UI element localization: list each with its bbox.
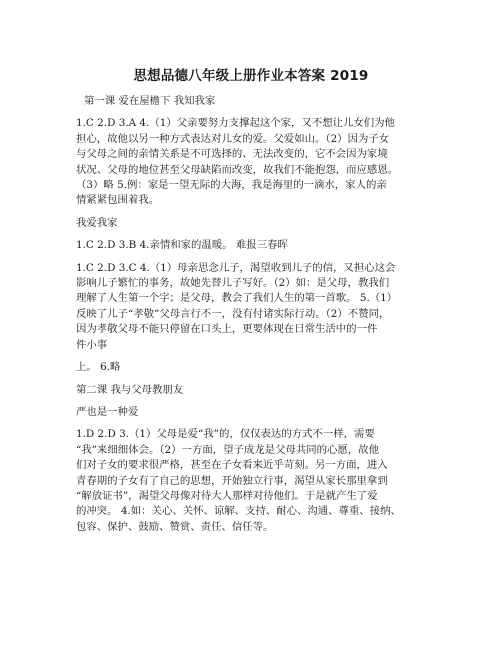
text-line: “我”来细细体会。（2）一方面，望子成龙是父母共同的心愿，故他 [76,443,379,456]
paragraph [76,405,446,420]
text-line: 状况、父母的地位甚至父母缺陷而改变，故我们不能抱怨，而应感恩。 [76,163,399,176]
text-line: 1.C 2.D 3.B 4.亲情和家的温暖。 难报三春晖 [76,239,288,252]
paragraph [76,261,446,353]
text-line: 们对子女的要求很严格，甚至在子女看来近乎苛刻。另一方面，进入 [76,459,388,472]
text-line: 情紧紧包围着我。 [76,194,160,207]
paragraph [76,360,446,375]
text-line: 反映了儿子“孝敬”父母言行不一，没有付诸实际行动。（2）不赞同， [76,307,390,320]
text-line: 1.C 2.D 3.A 4.（1）父亲要努力支撑起这个家，又不想让儿女们为他 [76,117,395,130]
text-line: （3）略 5.例：家是一望无际的大海，我是海里的一滴水，家人的亲 [76,179,387,192]
text-line: 第二课 我与父母教朋友 [76,383,184,396]
text-line: “解放证书”，渴望父母像对待大人那样对待他们。于是就产生了爱 [76,489,378,502]
paragraph [76,383,446,398]
text-line: 我爱我家 [76,216,118,229]
text-line: 的冲突。 4.如：关心、关怀、谅解、支持、耐心、沟通、尊重、接纳、 [76,505,401,518]
text-line: 严也是一种爱 [76,405,139,418]
lesson-heading [76,94,446,109]
text-line: 件小事 [76,338,108,351]
document-title: 思想品德八年级上册作业本答案 2019 [133,68,369,84]
text-line: 理解了人生第一个字；是父母，教会了我们人生的第一首歌。 5.（1） [76,292,398,305]
text-line: 1.D 2.D 3.（1）父母是爱“我”的，仅仅表达的方式不一样，需要 [76,428,375,441]
paragraph [76,116,446,208]
text-line: 影响儿子繁忙的事务，故她先替儿子写好。（2）如：是父母，教我们 [76,277,390,290]
paragraph [76,238,446,253]
text-line: 上。 6.略 [76,361,121,374]
paragraph [76,216,446,231]
text-line: 包容、保护、鼓励、赞赏、责任、信任等。 [76,520,274,533]
text-line: 因为孝敬父母不能只停留在口头上，更要体现在日常生活中的一件 [76,323,378,336]
text-line: 与父母之间的亲情关系是不可选择的、无法改变的，它不会因为家境 [76,148,388,161]
text-line: 担心，故他以另一种方式表达对儿女的爱。父爱如山。（2）因为子女 [76,132,390,145]
paragraph [76,427,446,535]
text-line: 青春期的子女有了自己的思想，开始独立行事，渴望从家长那里拿到 [76,474,388,487]
document-body [76,94,446,535]
text-line: 1.C 2.D 3.C 4.（1）母亲思念儿子，渴望收到儿子的信，又担心这会 [76,261,396,274]
text-line: 第一课 爱在屋檐下 我知我家 [84,95,216,107]
